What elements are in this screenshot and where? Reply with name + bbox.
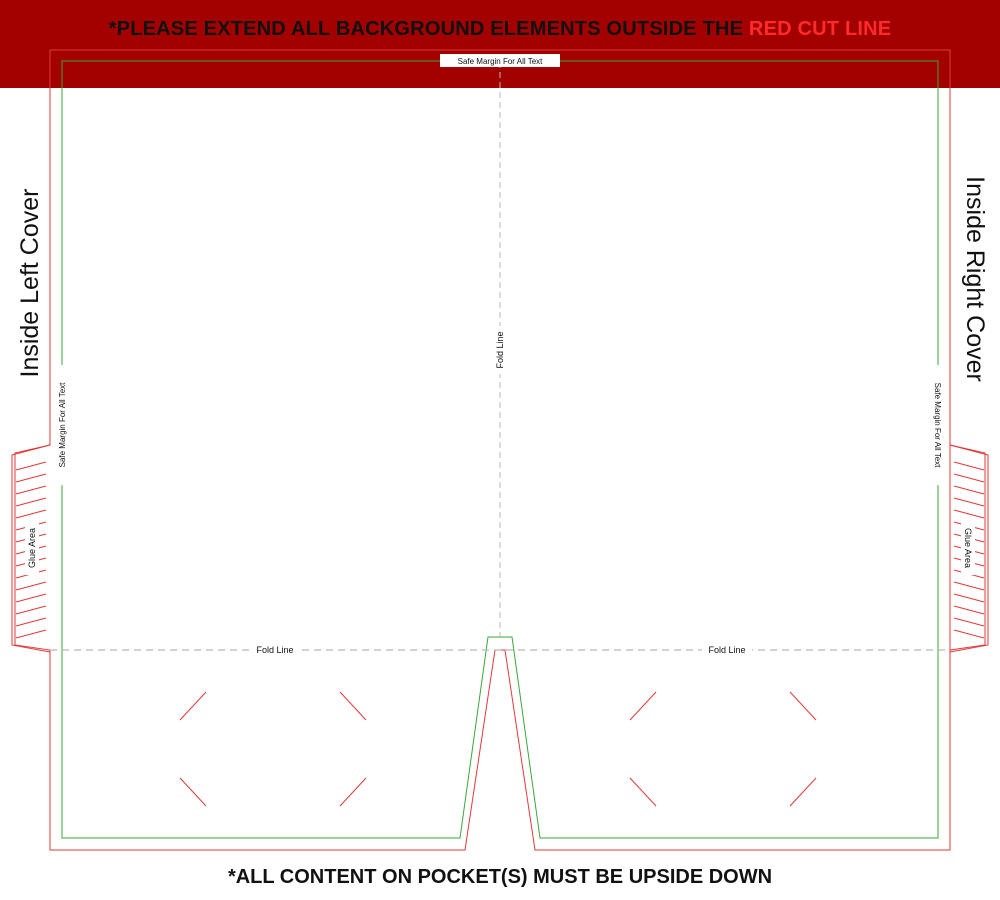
banner-text-prefix: *PLEASE EXTEND ALL BACKGROUND ELEMENTS OUTSIDE THE xyxy=(108,18,749,40)
safe-margin-label-right: Safe Margin For All Text xyxy=(933,382,942,468)
card-slit xyxy=(340,692,366,720)
safe-margin-label-left: Safe Margin For All Text xyxy=(58,382,67,468)
fold-line-label-left: Fold Line xyxy=(256,645,294,655)
cut-line-outline xyxy=(15,50,985,850)
inside-right-cover-label: Inside Right Cover xyxy=(961,176,989,382)
card-slit xyxy=(630,692,656,720)
card-slit xyxy=(790,778,816,806)
glue-area-label-right: Glue Area xyxy=(963,527,973,569)
banner-text-highlight: RED CUT LINE xyxy=(748,18,892,40)
card-slit xyxy=(180,692,206,720)
safe-margin-label-top: Safe Margin For All Text xyxy=(457,57,543,66)
footer-note: *ALL CONTENT ON POCKET(S) MUST BE UPSIDE DOWN xyxy=(227,866,773,888)
card-slit xyxy=(630,778,656,806)
card-slit xyxy=(340,778,366,806)
inside-left-cover-label: Inside Left Cover xyxy=(16,188,44,378)
card-slits xyxy=(180,692,816,806)
card-slit xyxy=(790,692,816,720)
glue-area-label-left: Glue Area xyxy=(27,527,37,569)
banner-text xyxy=(0,0,1000,58)
fold-line-label-center: Fold Line xyxy=(495,331,505,369)
card-slit xyxy=(180,778,206,806)
fold-line-label-right: Fold Line xyxy=(708,645,746,655)
